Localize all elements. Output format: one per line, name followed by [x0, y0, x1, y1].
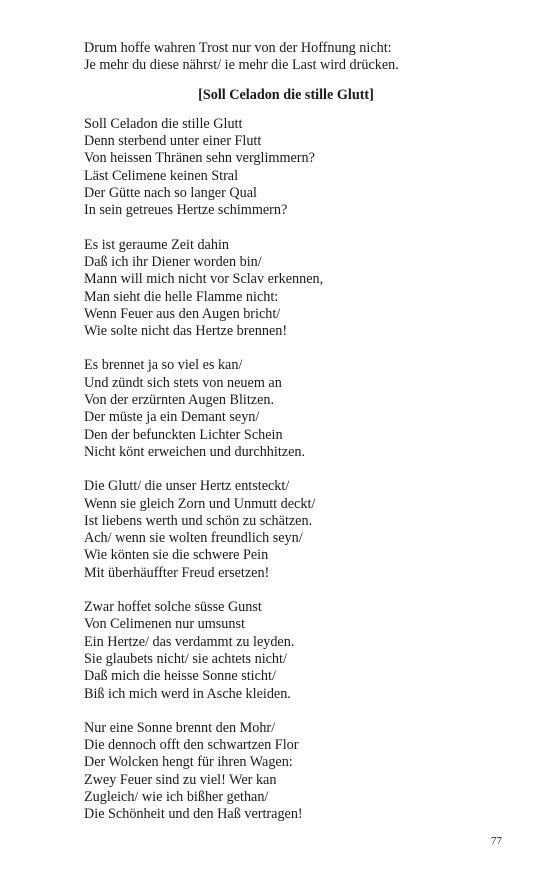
poem-line: Läst Celimene keinen Stral [84, 167, 239, 184]
poem-line: Mann will mich nicht vor Sclav erkennen, [84, 271, 324, 288]
text-block [84, 40, 484, 824]
intro-couplet [84, 40, 484, 75]
stanza-2 [84, 237, 484, 341]
poem-line: Nicht könt erweichen und durchhitzen. [84, 443, 306, 460]
poem-line: Wie könten sie die schwere Pein [84, 547, 269, 564]
poem-line: Denn sterbend unter einer Flutt [84, 133, 262, 150]
poem-line: Zugleich/ wie ich bißher gethan/ [84, 788, 269, 805]
poem-line: Ist liebens werth und schön zu schätzen. [84, 512, 313, 529]
poem-line: Die Schönheit und den Haß vertragen! [84, 806, 303, 823]
poem-line: Der Gütte nach so langer Qual [84, 185, 257, 202]
stanza-5 [84, 599, 484, 703]
stanza-6 [84, 720, 484, 824]
poem-title: [Soll Celadon die stille Glutt] [198, 86, 374, 103]
poem-line: Biß ich mich werd in Asche kleiden. [84, 685, 291, 702]
poem-line: Wenn Feuer aus den Augen bricht/ [84, 305, 281, 322]
stanza-1 [84, 116, 484, 220]
poem-line: Der Wolcken hengt für ihren Wagen: [84, 754, 293, 771]
poem-line: Wie solte nicht das Hertze brennen! [84, 323, 288, 340]
intro-line: Je mehr du diese nährst/ ie mehr die Last wird drücken. [84, 57, 399, 74]
poem-line: Von der erzürnten Augen Blitzen. [84, 392, 275, 409]
poem-line: Sie glaubets nicht/ sie achtets nicht/ [84, 650, 287, 667]
poem-line: Von heissen Thränen sehn verglimmern? [84, 150, 315, 167]
poem-line: Soll Celadon die stille Glutt [84, 115, 243, 132]
poem-line: Der müste ja ein Demant seyn/ [84, 409, 260, 426]
poem-line: Zwar hoffet solche süsse Gunst [84, 599, 262, 616]
stanza-3 [84, 357, 484, 461]
poem-line: Nur eine Sonne brennt den Mohr/ [84, 719, 276, 736]
poem-line: In sein getreues Hertze schimmern? [84, 202, 288, 219]
poem-line: Die Glutt/ die unser Hertz entsteckt/ [84, 478, 290, 495]
poem-line: Von Celimenen nur umsunst [84, 616, 245, 633]
poem-line: Man sieht die helle Flamme nicht: [84, 288, 279, 305]
poem-line: Und zündt sich stets von neuem an [84, 374, 282, 391]
poem-line: Es ist geraume Zeit dahin [84, 236, 229, 253]
poem-line: Die dennoch offt den schwartzen Flor [84, 737, 299, 754]
poem-line: Mit überhäuffter Freud ersetzen! [84, 564, 270, 581]
intro-line: Drum hoffe wahren Trost nur von der Hoffnung nicht: [84, 40, 392, 56]
page-number: 77 [491, 835, 502, 847]
poem-line: Wenn sie gleich Zorn und Unmutt deckt/ [84, 495, 316, 512]
poem-line: Daß mich die heisse Sonne sticht/ [84, 668, 276, 685]
poem-line: Ein Hertze/ das verdammt zu leyden. [84, 633, 295, 650]
poem-line: Ach/ wenn sie wolten freundlich seyn/ [84, 530, 303, 547]
stanza-4 [84, 478, 484, 582]
poem-line: Den der befunckten Lichter Schein [84, 426, 283, 443]
poem-line: Zwey Feuer sind zu viel! Wer kan [84, 771, 277, 788]
poem-line: Es brennet ja so viel es kan/ [84, 357, 243, 374]
poem-line: Daß ich ihr Diener worden bin/ [84, 253, 262, 270]
